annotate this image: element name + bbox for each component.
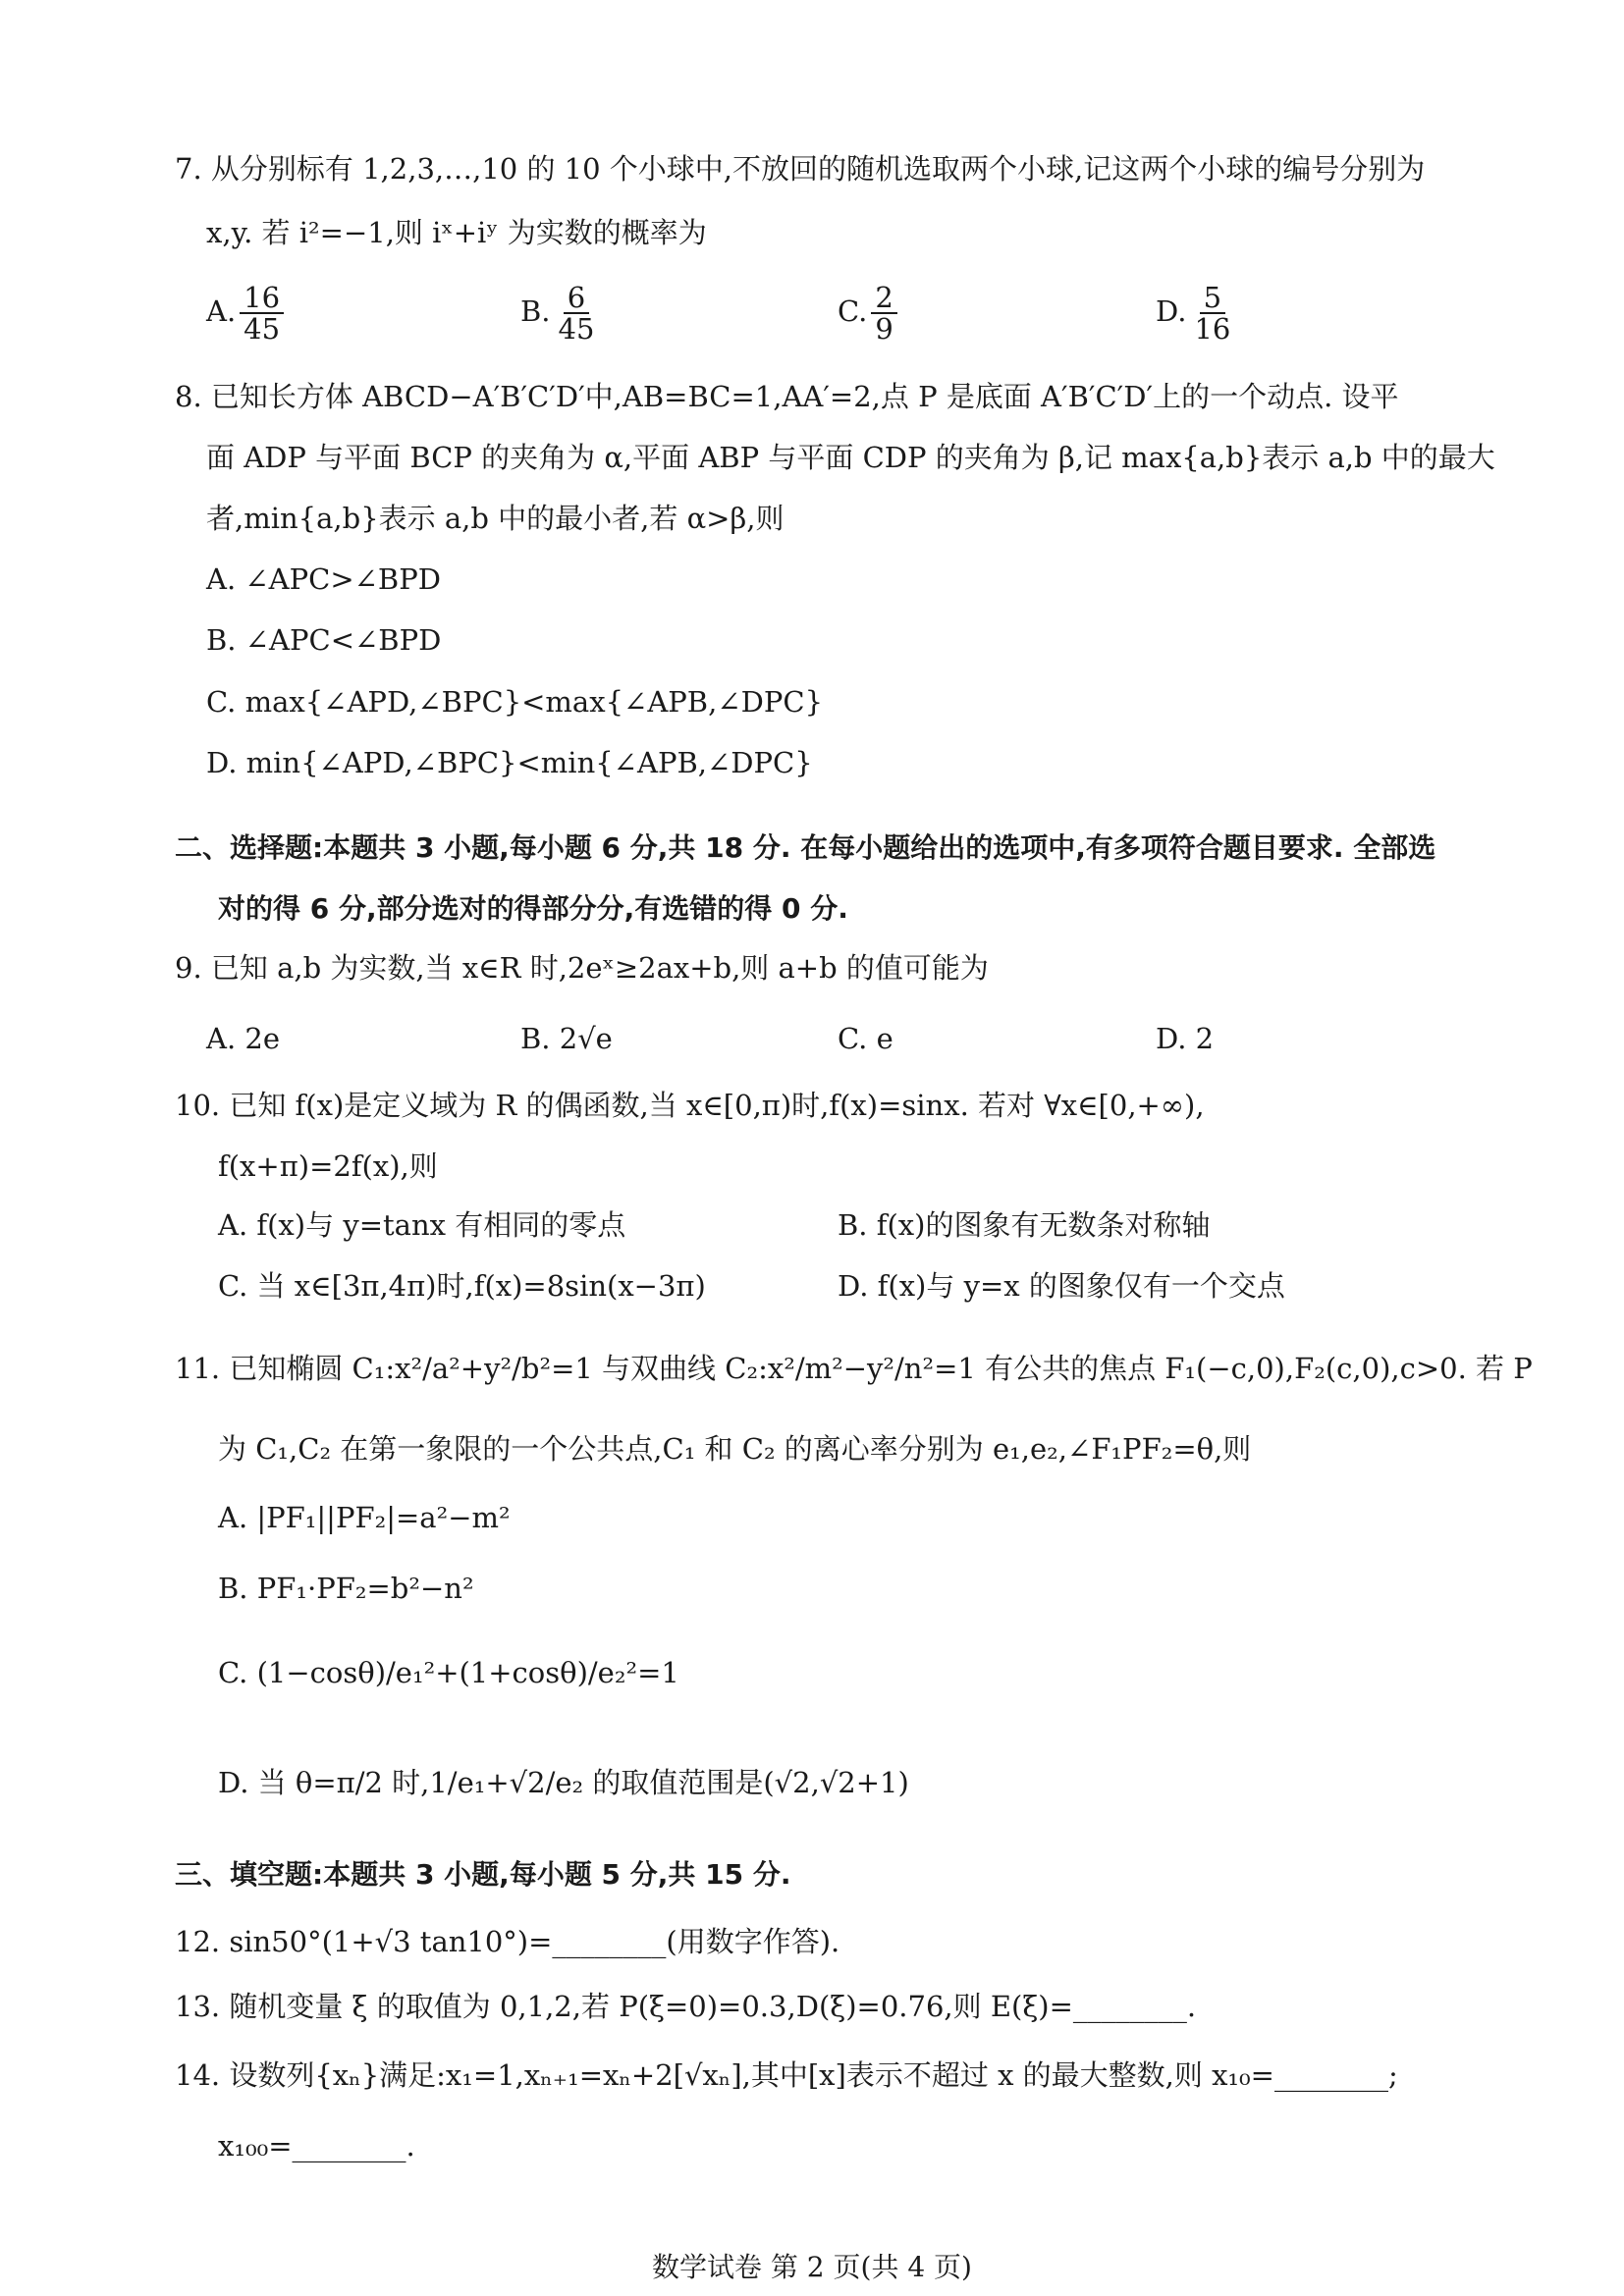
q10-option-d: D. f(x)与 y=x 的图象仅有一个交点 [838, 1269, 1285, 1303]
q9-option-c: C. e [838, 1022, 893, 1055]
q7-option-b: B. $\frac{6}{45}$ [520, 281, 595, 346]
section2-heading-line1: 二、选择题:本题共 3 小题,每小题 6 分,共 18 分. 在每小题给出的选项中,有多项符合题目要求. 全部选 [175, 831, 1436, 864]
q11-option-c: C. (1−cosθ)/e₁²+(1+cosθ)/e₂²=1 [218, 1656, 679, 1689]
q7-option-d: D. $\frac{5}{16}$ [1156, 281, 1231, 346]
q14-line2: x₁₀₀=________. [218, 2129, 415, 2163]
q10-option-b: B. f(x)的图象有无数条对称轴 [838, 1208, 1211, 1242]
q9-option-d: D. 2 [1156, 1022, 1215, 1055]
q8-line2: 面 ADP 与平面 BCP 的夹角为 α,平面 ABP 与平面 CDP 的夹角为 β,记 max{a,b}表示 a,b 中的最大 [206, 441, 1495, 474]
q7-option-c: C. $\frac{2}{9}$ [838, 283, 897, 344]
q11-option-d: D. 当 θ=π/2 时,1/e₁+√2/e₂ 的取值范围是(√2,√2+1) [218, 1766, 909, 1799]
q8-option-a: A. ∠APC>∠BPD [206, 562, 441, 596]
q10-line2: f(x+π)=2f(x),则 [218, 1149, 438, 1183]
q8-option-b: B. ∠APC<∠BPD [206, 623, 442, 657]
q10-option-c: C. 当 x∈[3π,4π)时,f(x)=8sin(x−3π) [218, 1269, 706, 1303]
section3-heading: 三、填空题:本题共 3 小题,每小题 5 分,共 15 分. [175, 1858, 791, 1891]
page-footer: 数学试卷 第 2 页(共 4 页) [652, 2251, 972, 2283]
q7-line1: 7. 从分别标有 1,2,3,…,10 的 10 个小球中,不放回的随机选取两个小球,记这两个小球的编号分别为 [175, 152, 1426, 186]
q9-stem: 9. 已知 a,b 为实数,当 x∈R 时,2eˣ≥2ax+b,则 a+b 的值可能为 [175, 951, 989, 985]
q11-line1: 11. 已知椭圆 C₁:x²/a²+y²/b²=1 与双曲线 C₂:x²/m²−y²/n²=1 有公共的焦点 F₁(−c,0),F₂(c,0),c>0. 若 P [175, 1352, 1533, 1385]
q9-option-a: A. 2e [206, 1022, 280, 1055]
q8-option-c: C. max{∠APD,∠BPC}<max{∠APB,∠DPC} [206, 685, 824, 719]
q14-line1: 14. 设数列{xₙ}满足:x₁=1,xₙ₊₁=xₙ+2[√xₙ],其中[x]表示不超过 x 的最大整数,则 x₁₀=________; [175, 2058, 1398, 2092]
section2-heading-line2: 对的得 6 分,部分选对的得部分分,有选错的得 0 分. [218, 892, 848, 925]
q11-line2: 为 C₁,C₂ 在第一象限的一个公共点,C₁ 和 C₂ 的离心率分别为 e₁,e₂,∠F₁PF₂=θ,则 [218, 1432, 1252, 1466]
q9-option-b: B. 2√e [520, 1022, 613, 1055]
q7-line2: x,y. 若 i²=−1,则 iˣ+iʸ 为实数的概率为 [206, 216, 707, 249]
q11-option-b: B. PF₁·PF₂=b²−n² [218, 1572, 474, 1605]
q13-stem: 13. 随机变量 ξ 的取值为 0,1,2,若 P(ξ=0)=0.3,D(ξ)=0.76,则 E(ξ)=________. [175, 1990, 1197, 2023]
q10-line1: 10. 已知 f(x)是定义域为 R 的偶函数,当 x∈[0,π)时,f(x)=sinx. 若对 ∀x∈[0,+∞), [175, 1089, 1205, 1122]
q11-option-a: A. |PF₁||PF₂|=a²−m² [218, 1501, 511, 1534]
q12-stem: 12. sin50°(1+√3 tan10°)=________(用数字作答). [175, 1925, 840, 1958]
q8-line1: 8. 已知长方体 ABCD−A′B′C′D′中,AB=BC=1,AA′=2,点 P 是底面 A′B′C′D′上的一个动点. 设平 [175, 380, 1399, 413]
q8-line3: 者,min{a,b}表示 a,b 中的最小者,若 α>β,则 [206, 502, 785, 535]
q10-option-a: A. f(x)与 y=tanx 有相同的零点 [218, 1208, 626, 1242]
q8-option-d: D. min{∠APD,∠BPC}<min{∠APB,∠DPC} [206, 746, 813, 779]
q7-option-a: A. $\frac{16}{45}$ [206, 283, 284, 344]
